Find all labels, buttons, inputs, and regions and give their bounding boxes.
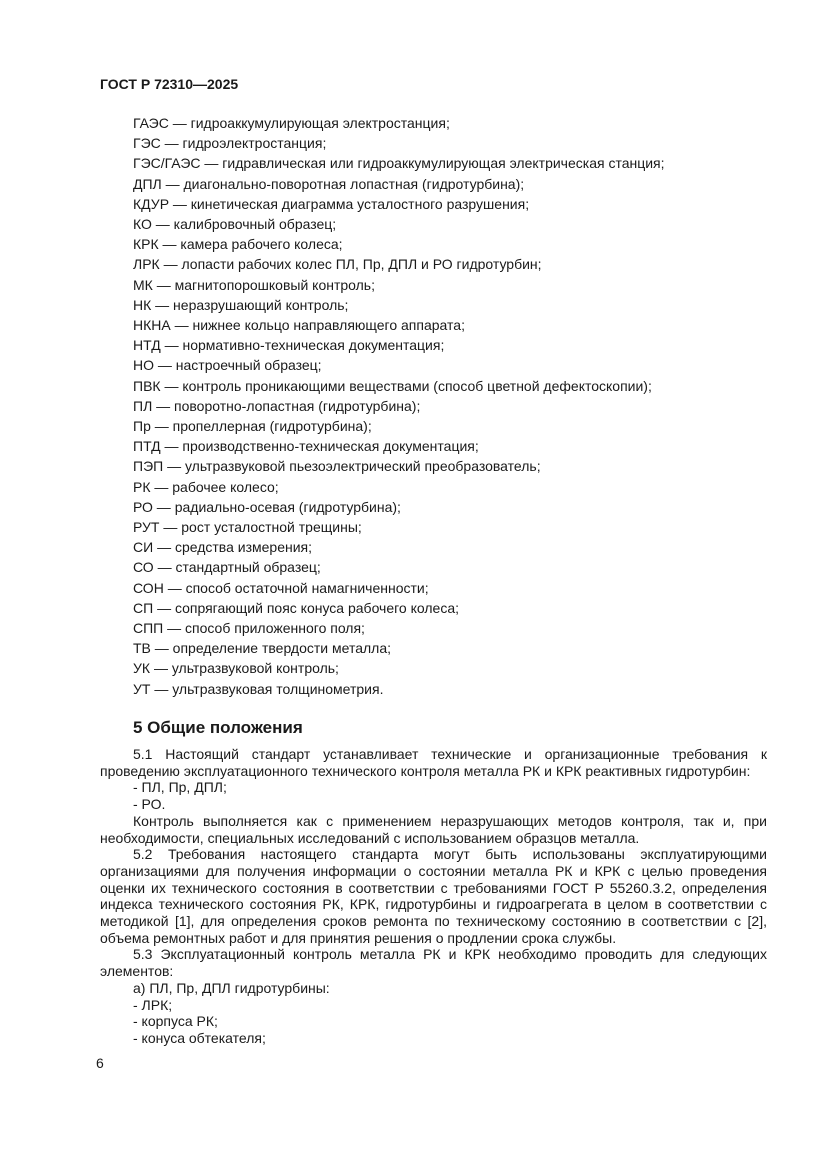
abbreviation-item: КО — калибровочный образец;	[133, 216, 337, 233]
abbreviation-item: СП — сопрягающий пояс конуса рабочего колеса;	[133, 599, 459, 616]
abbreviation-item: ГЭС/ГАЭС — гидравлическая или гидроаккумулирующая электрическая станция;	[133, 155, 665, 172]
abbreviation-item: ПВК — контроль проникающими веществами (способ цветной дефектоскопии);	[133, 377, 652, 394]
abbreviation-item: СИ — средства измерения;	[133, 539, 312, 556]
page-number: 6	[96, 1055, 104, 1071]
abbreviation-item: УТ — ультразвуковая толщинометрия.	[133, 680, 384, 697]
abbreviation-item: СО — стандартный образец;	[133, 559, 321, 576]
abbreviation-item: СПП — способ приложенного поля;	[133, 620, 365, 637]
abbreviation-item: НО — настроечный образец;	[133, 357, 322, 374]
section-title: 5 Общие положения	[133, 718, 303, 737]
abbreviation-item: УК — ультразвуковой контроль;	[133, 660, 339, 677]
abbreviation-item: НК — неразрушающий контроль;	[133, 296, 349, 313]
list-item: - РО.	[133, 796, 166, 813]
abbreviation-item: МК — магнитопорошковый контроль;	[133, 276, 375, 293]
abbreviation-item: ПЛ — поворотно-лопастная (гидротурбина);	[133, 397, 421, 414]
abbreviation-item: ЛРК — лопасти рабочих колес ПЛ, Пр, ДПЛ и РО гидротурбин;	[133, 256, 542, 273]
abbreviation-item: ТВ — определение твердости металла;	[133, 640, 391, 657]
list-item: - корпуса РК;	[133, 1013, 218, 1030]
abbreviation-item: ПТД — производственно-техническая документация;	[133, 438, 479, 455]
abbreviation-list	[133, 113, 773, 699]
paragraph-control: Контроль выполняется как с применением неразрушающих методов контроля, так и, при необходимости, специальных исследований с использованием образцов металла.	[100, 812, 767, 846]
abbreviation-item: РК — рабочее колесо;	[133, 478, 279, 495]
document-header: ГОСТ Р 72310—2025	[100, 76, 239, 92]
abbreviation-item: РУТ — рост усталостной трещины;	[133, 519, 362, 536]
list-item-a: а) ПЛ, Пр, ДПЛ гидротурбины:	[133, 979, 330, 996]
abbreviation-item: КДУР — кинетическая диаграмма усталостного разрушения;	[133, 195, 530, 212]
abbreviation-item: ПЭП — ультразвуковой пьезоэлектрический преобразователь;	[133, 458, 541, 475]
abbreviation-item: ДПЛ — диагонально-поворотная лопастная (гидротурбина);	[133, 175, 525, 192]
list-item: - конуса обтекателя;	[133, 1029, 266, 1046]
list-item: - ПЛ, Пр, ДПЛ;	[133, 779, 227, 796]
abbreviation-item: РО — радиально-осевая (гидротурбина);	[133, 498, 401, 515]
abbreviation-item: КРК — камера рабочего колеса;	[133, 236, 343, 253]
paragraph-5-1: 5.1 Настоящий стандарт устанавливает технические и организационные требования к проведению эксплуатационного технического контроля металла РК и КРК реактивных гидротурбин:	[100, 746, 767, 779]
paragraph-5-3: 5.3 Эксплуатационный контроль металла РК и КРК необходимо проводить для следующих элементов:	[100, 946, 767, 980]
abbreviation-item: НКНА — нижнее кольцо направляющего аппарата;	[133, 317, 465, 334]
abbreviation-item: СОН — способ остаточной намагниченности;	[133, 579, 429, 596]
list-item: - ЛРК;	[133, 996, 173, 1013]
paragraph-5-2: 5.2 Требования настоящего стандарта могут быть использованы эксплуатирующими организациями для получения информации о состоянии металла РК и КРК с целью проведения оценки их технического состояния в соответствии с требованиями ГОСТ Р 55260.3.2, определения индекса технического состояния РК, КРК, гидротурбины и гидроагрегата в целом в соответствии с методикой [1], для определения сроков ремонта по техническому состоянию в соответствии с [2], объема ремонтных работ и для принятия решения о продлении срока службы.	[100, 846, 767, 946]
abbreviation-item: ГАЭС — гидроаккумулирующая электростанция;	[133, 115, 450, 131]
abbreviation-item: Пр — пропеллерная (гидротурбина);	[133, 418, 372, 435]
abbreviation-item: НТД — нормативно-техническая документация;	[133, 337, 445, 354]
abbreviation-item: ГЭС — гидроэлектростанция;	[133, 135, 327, 152]
section-body	[100, 746, 767, 1047]
